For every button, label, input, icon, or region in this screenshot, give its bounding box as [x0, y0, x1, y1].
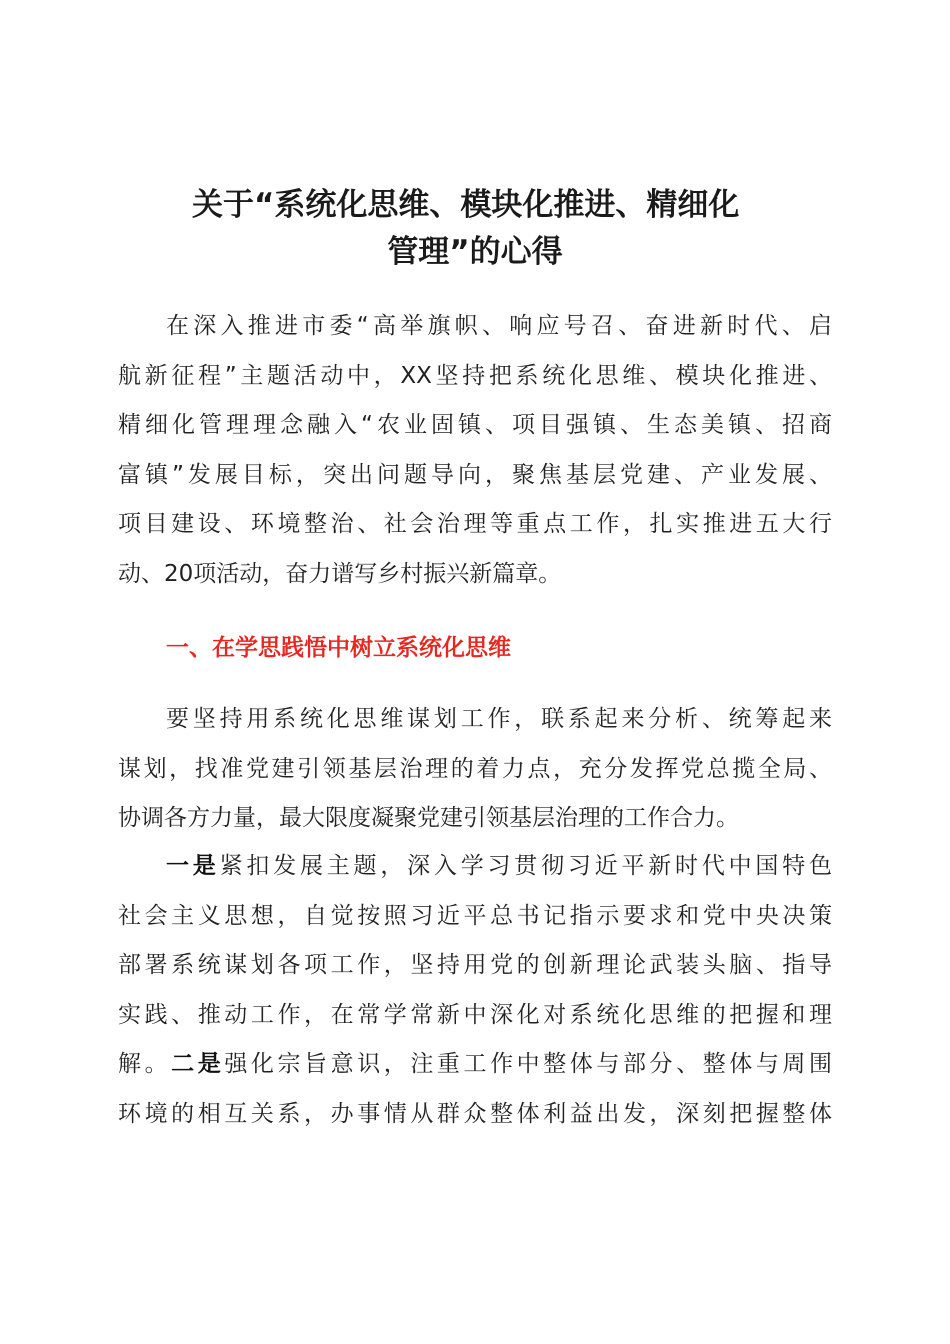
point-1-ending: 解。	[118, 1051, 172, 1077]
paragraph-line: 谋划，找准党建引领基层治理的着力点，充分发挥党总揽全局、	[118, 755, 832, 782]
point-2-label: 二是	[171, 1051, 225, 1077]
paragraph-line: 实践、推动工作，在常学常新中深化对系统化思维的把握和理	[118, 1001, 832, 1028]
intro-line: 项目建设、环境整治、社会治理等重点工作，扎实推进五大行	[118, 511, 832, 537]
intro-line: 在深入推进市委“高举旗帜、响应号召、奋进新时代、启	[166, 313, 832, 339]
title-line-2: 管理”的心得	[387, 234, 563, 270]
intro-line: 动、20项活动，奋力谱写乡村振兴新篇章。	[118, 560, 562, 587]
points-paragraph	[118, 842, 832, 1139]
intro-line: 富镇”发展目标，突出问题导向，聚焦基层党建、产业发展、	[118, 461, 832, 488]
paragraph-line: 社会主义思想，自觉按照习近平总书记指示要求和党中央决策	[118, 902, 832, 929]
title-line-1: 关于“系统化思维、模块化推进、精细化	[192, 187, 740, 223]
intro-line: 精细化管理理念融入“农业固镇、项目强镇、生态美镇、招商	[118, 412, 832, 438]
paragraph-line: 环境的相互关系，办事情从群众整体利益出发，深刻把握整体	[118, 1100, 832, 1127]
point-2-text: 强化宗旨意识，注重工作中整体与部分、整体与周围	[224, 1051, 833, 1077]
paragraph-line: 要坚持用系统化思维谋划工作，联系起来分析、统筹起来	[166, 706, 832, 732]
section-1-heading: 一、在学思践悟中树立系统化思维	[166, 635, 511, 661]
point-1-text: 紧扣发展主题，深入学习贯彻习近平新时代中国特色	[219, 853, 833, 879]
intro-paragraph	[118, 302, 832, 599]
paragraph-line: 部署系统谋划各项工作，坚持用党的创新理论武装头脑、指导	[118, 952, 832, 978]
paragraph-line	[118, 1040, 832, 1090]
paragraph-line	[118, 842, 832, 892]
paragraph-line: 协调各方力量，最大限度凝聚党建引领基层治理的工作合力。	[118, 805, 739, 831]
point-1-label: 一是	[166, 853, 220, 879]
intro-line: 航新征程”主题活动中，XX坚持把系统化思维、模块化推进、	[118, 362, 832, 389]
document-title	[118, 182, 832, 276]
section-1-paragraph	[118, 695, 832, 844]
